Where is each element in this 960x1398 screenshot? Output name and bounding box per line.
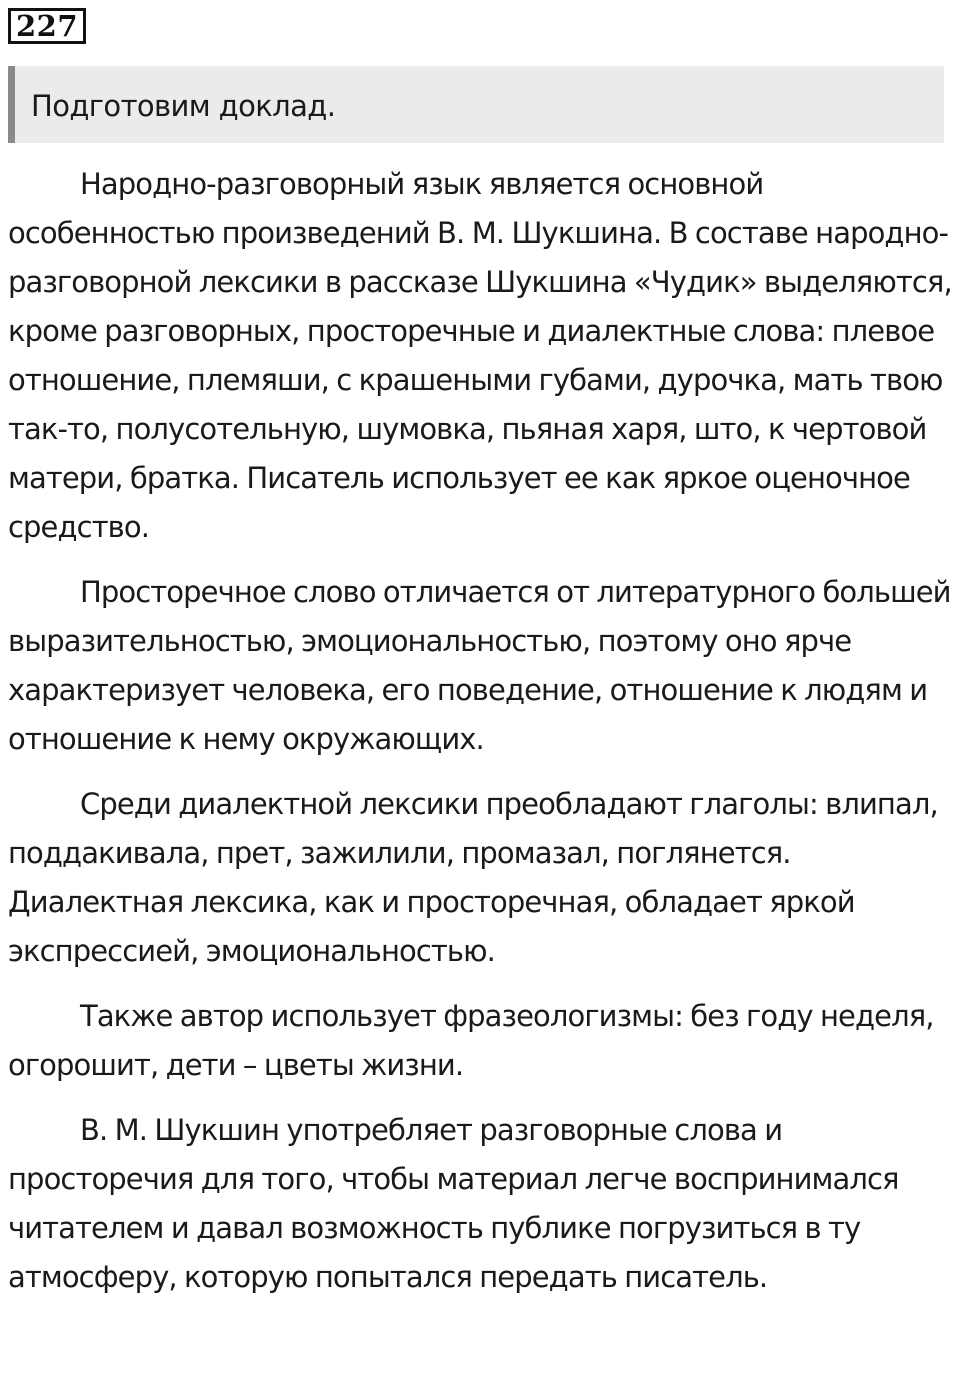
paragraph-5: В. М. Шукшин употребляет разговорные слова и просторечия для того, чтобы материал легче воспринимался читателем и давал возможность публике погрузиться в ту атмосферу, которую попытался передать писатель. (8, 1113, 899, 1294)
task-instruction-banner (8, 66, 944, 143)
task-instruction-text: Подготовим доклад. (31, 89, 336, 123)
paragraph-3: Среди диалектной лексики преобладают глаголы: влипал, поддакивала, прет, зажилили, промазал, поглянется. Диалектная лексика, как и просторечная, обладает яркой экспрессией, эмоциональностью. (8, 787, 938, 968)
paragraph-2: Просторечное слово отличается от литературного большей выразительностью, эмоциональностью, поэтому оно ярче характеризует человека, его поведение, отношение к людям и отношение к нему окружающих. (8, 575, 951, 756)
paragraph-4: Также автор использует фразеологизмы: без году неделя, огорошит, дети – цветы жизни. (8, 999, 934, 1082)
paragraph-1: Народно-разговорный язык является основной особенностью произведений В. М. Шукшина. В составе народно-разговорной лексики в рассказе Шукшина «Чудик» выделяются, кроме разговорных, просторечные и диалектные слова: плевое отношение, племяши, с крашеными губами, дурочка, мать твою так-то, полусотельную, шумовка, пьяная харя, што, к чертовой матери, братка. Писатель использует ее как яркое оценочное средство. (8, 167, 952, 544)
task-number-badge: 227 (8, 8, 86, 44)
report-text (8, 160, 954, 1302)
